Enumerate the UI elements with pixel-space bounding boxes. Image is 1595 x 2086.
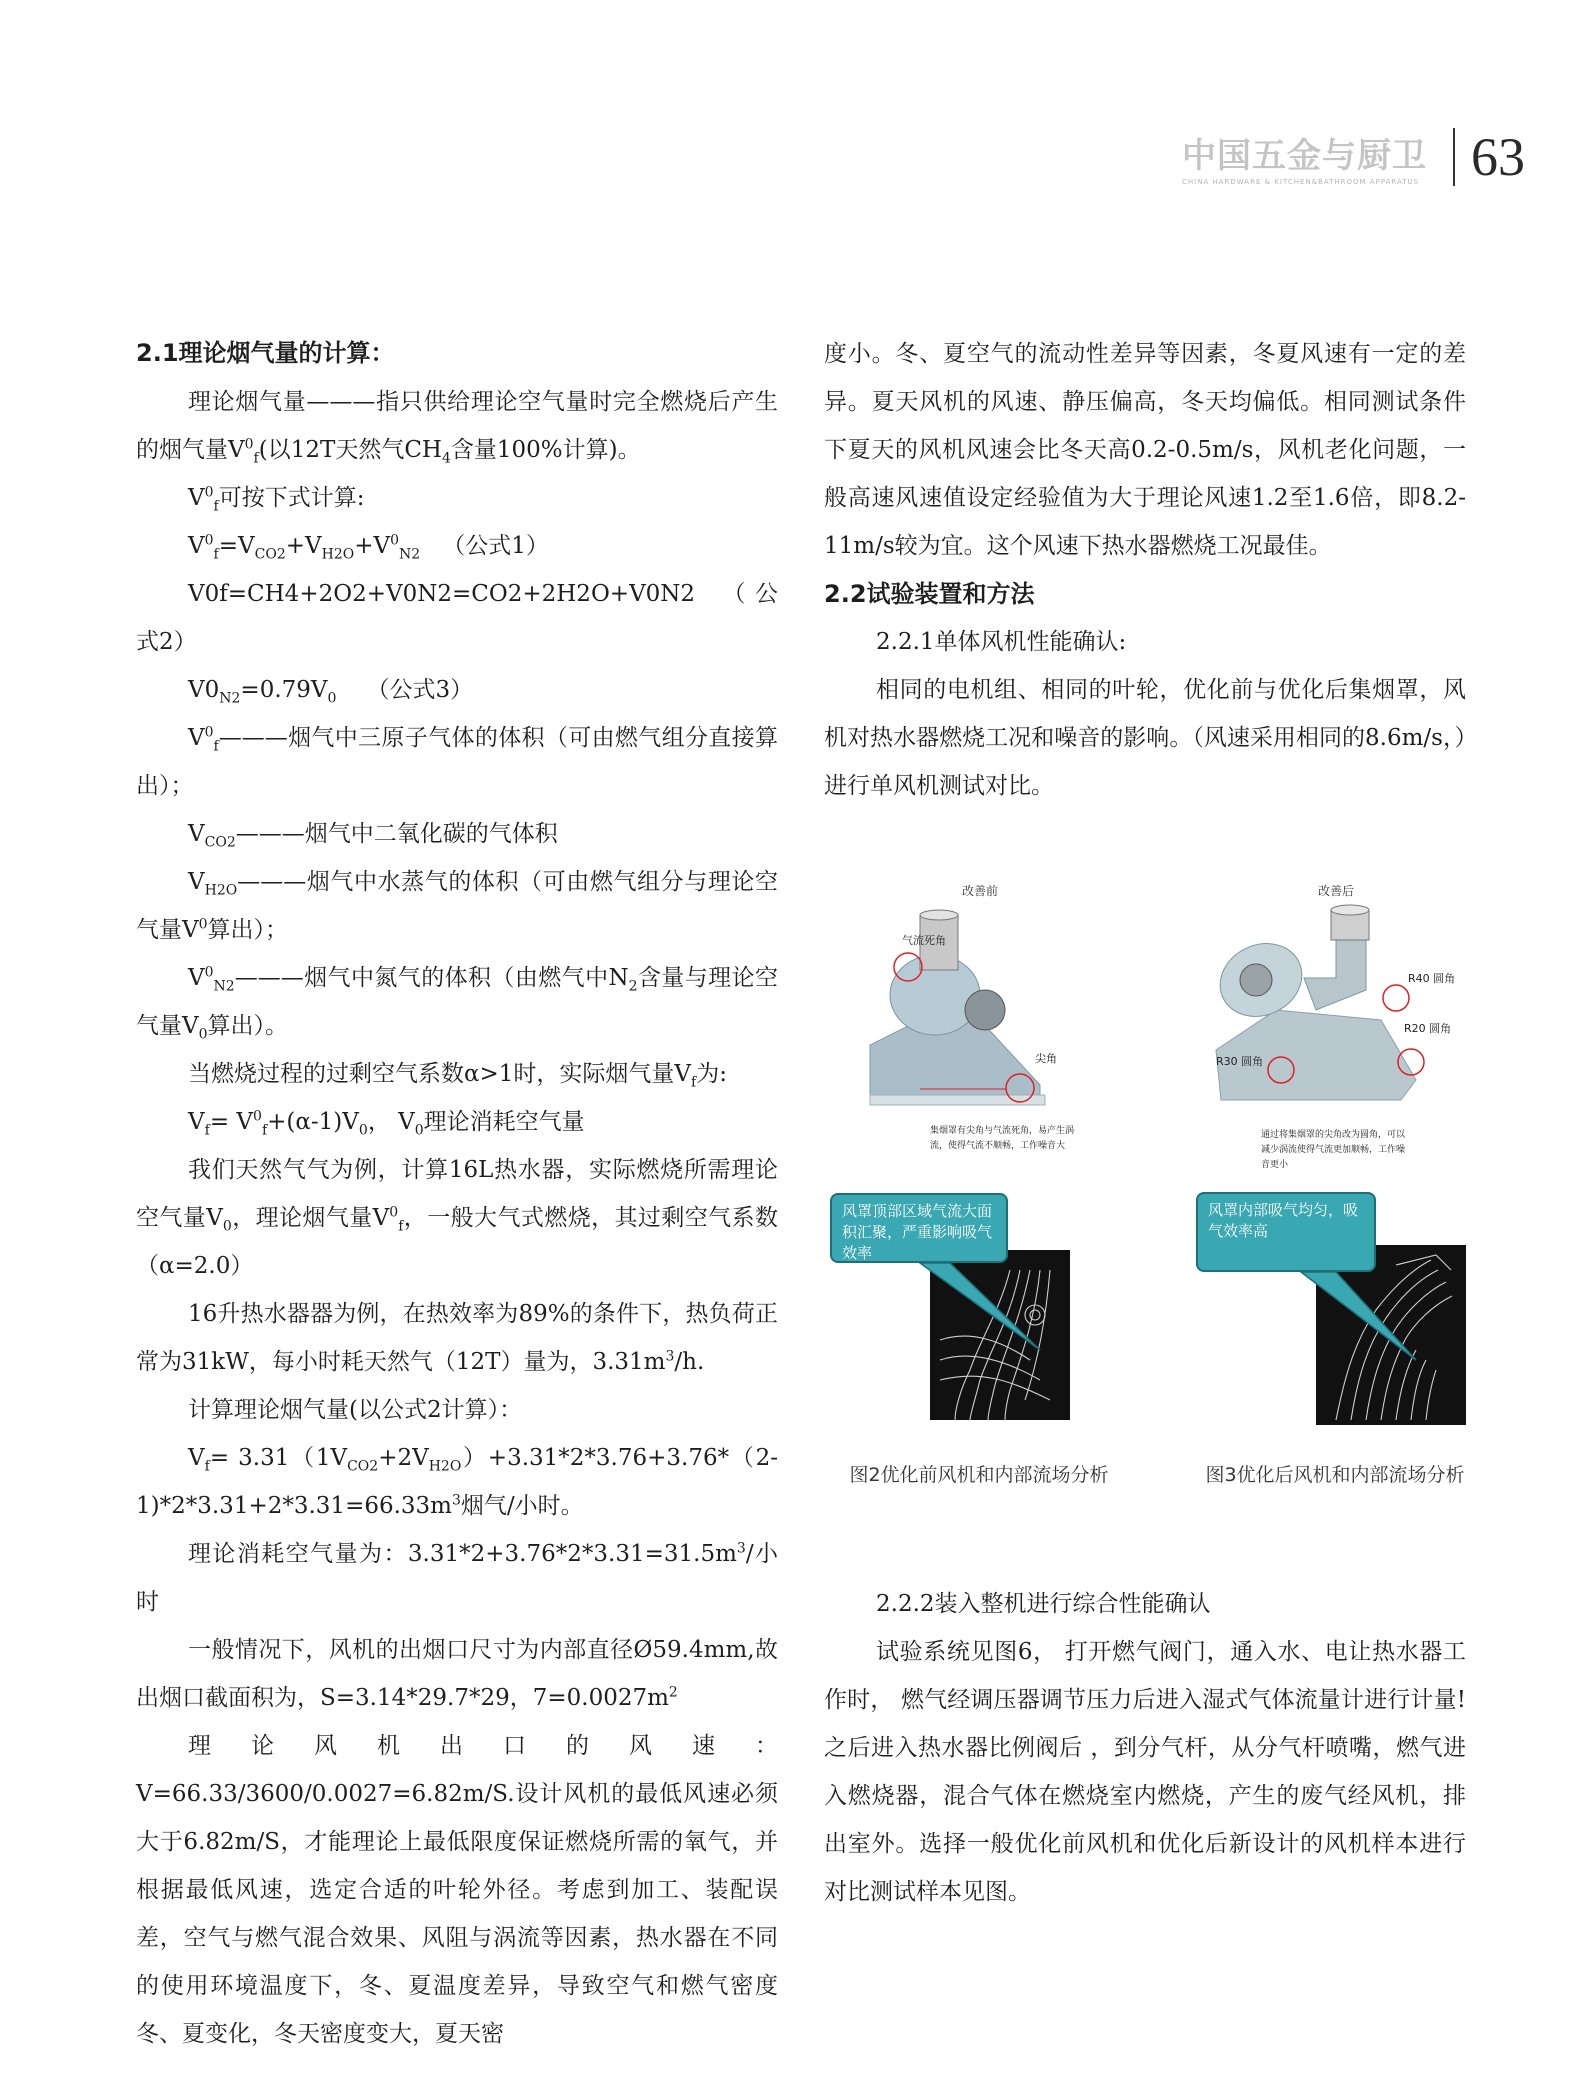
figure-2 [830, 870, 1130, 1450]
formula-calc-flue: $V_f= 3.31(1V_{CO2}+2V_{H2O})+3.31*2*3.76+3.76*(2-1)*2*3.31+2*3.31=66.33m^3$烟气/小时。 [136, 1445, 778, 1519]
figure-2-caption: 图2优化前风机和内部流场分析 [849, 1464, 1109, 1486]
callout-sharp-corner: 尖角 [1035, 1052, 1057, 1065]
paragraph-seasonal-variation: 度小。冬、夏空气的流动性差异等因素，冬夏风速有一定的差异。夏天风机的风速、静压偏高，冬天均偏低。相同测试条件下夏天的风机风速会比冬天高0.2-0.5m/s，风机老化问题，一般高速风速值设定经验值为大于理论风速1.2至1.6倍，即8.2-11m/s较为宜。这个风速下热水器燃烧工况最佳。 [824, 341, 1466, 559]
journal-logo [1182, 128, 1427, 186]
formula-2: V0f=CH4+2O2+V0N2=CO2+2H2O+V0N2 （公式2） [136, 581, 778, 655]
fan-before-illustration [830, 870, 1130, 1450]
paragraph-test-system: 试验系统见图6， 打开燃气阀门，通入水、电让热水器工作时， 燃气经调压器调节压力后进入湿式气体流量计进行计量! 之后进入热水器比例阀后 ，到分气杆，从分气杆喷嘴，燃气进入燃烧器，混合气体在燃烧室内燃烧，产生的废气经风机，排出室外。选择一般优化前风机和优化后新设计的风机样本进行对比测试样本见图。 [824, 1639, 1466, 1905]
paragraph-excess-air: 当燃烧过程的过剩空气系数α>1时，实际烟气量$V_f$为: [188, 1061, 727, 1091]
section-2-1-title: 2.1理论烟气量的计算： [136, 339, 395, 367]
right-column-bottom [824, 1580, 1466, 1916]
logo-text: 中国五金与厨卫 [1182, 136, 1427, 176]
formula-1: $V^0_f=V_{CO2}+V_{H2O}+V^0_{N2}$ （公式1） [188, 532, 549, 563]
paragraph-natural-gas-example: 我们天然气气为例，计算16L热水器，实际燃烧所需理论空气量$V_0$，理论烟气量$V^0_f$，一般大气式燃烧，其过剩空气系数（α=2.0） [136, 1157, 778, 1279]
fig3-bubble: 风罩内部吸气均匀，吸气效率高 [1196, 1192, 1376, 1272]
definition-vco2: $V_{CO2}———$烟气中二氧化碳的气体积 [188, 821, 558, 851]
figure-3 [1186, 870, 1486, 1450]
definition-v0f: $V^0_f———$烟气中三原子气体的体积（可由燃气组分直接算出）； [136, 724, 778, 799]
figure-3-caption: 图3优化后风机和内部流场分析 [1205, 1464, 1465, 1486]
paragraph-air-consumption: 理论消耗空气量为：$3.31*2+3.76*2*3.31=31.5m^3/$小时 [136, 1540, 778, 1615]
figure-area [824, 870, 1474, 1486]
paragraph-calc-intro: 计算理论烟气量(以公式2计算）： [188, 1397, 523, 1423]
subsection-2-2-2: 2.2.2装入整机进行综合性能确认 [876, 1591, 1211, 1617]
formula-actual-flue: $V_f= V^0_f+(\alpha-1)V_0$， $V_0$理论消耗空气量 [188, 1108, 585, 1139]
paragraph-formula-intro: $V^0_f$可按下式计算: [188, 484, 365, 515]
fig3-note: 通过将集烟罩的尖角改为圆角，可以减少涡流使得气流更加顺畅，工作噪音更小 [1261, 1130, 1406, 1170]
logo-subtext: CHINA HARDWARE & KITCHEN&BATHROOM APPARATUS [1182, 178, 1420, 186]
fig2-note: 集烟罩有尖角与气流死角，易产生涡流，使得气流不顺畅，工作噪音大 [930, 1126, 1075, 1151]
callout-r20: R20 圆角 [1404, 1022, 1452, 1035]
page-header [1182, 128, 1525, 186]
fig2-bubble: 风罩顶部区域气流大面积汇聚，严重影响吸气效率 [830, 1193, 1008, 1263]
definition-vh2o: $V_{H2O}———$烟气中水蒸气的体积（可由燃气组分与理论空气量$V^0$算出）； [136, 869, 778, 943]
paragraph-single-fan-test: 相同的电机组、相同的叶轮，优化前与优化后集烟罩，风机对热水器燃烧工况和噪音的影响。（风速采用相同的8.6m/s，）进行单风机测试对比。 [824, 677, 1466, 799]
paragraph-outlet-velocity: 理论风机出口的风速：V=66.33/3600/0.0027=6.82m/S.设计风机的最低风速必须大于6.82m/S，才能理论上最低限度保证燃烧所需的氧气，并根据最低风速，选定合适的叶轮外径。考虑到加工、装配误差，空气与燃气混合效果、风阻与涡流等因素，热水器在不同的使用环境温度下，冬、夏温度差异，导致空气和燃气密度冬、夏变化，冬天密度变大，夏天密 [136, 1733, 778, 2047]
paragraph-theory-flue-gas: 理论烟气量———指只供给理论空气量时完全燃烧后产生的烟气量$V^0_f$(以12T天然气$CH_4$含量100%计算)。 [136, 389, 778, 467]
formula-3: $V0_{N2}=0.79V_0$ （公式3） [188, 677, 474, 707]
page-number: 63 [1471, 127, 1525, 187]
fig3-label: 改善后 [1317, 884, 1354, 898]
fig2-label: 改善前 [961, 884, 998, 898]
paragraph-outlet-area: 一般情况下，风机的出烟口尺寸为内部直径Ø59.4mm,故出烟口截面积为，S=3.14*29.7*29，$7=0.0027m^2$ [136, 1637, 778, 1711]
subsection-2-2-1: 2.2.1单体风机性能确认: [876, 629, 1127, 655]
header-divider [1453, 128, 1455, 186]
paragraph-16l-heater: 16升热水器器为例，在热效率为89%的条件下，热负荷正常为31kW，每小时耗天然气（12T）量为，$3.31m^3/h$. [136, 1301, 778, 1375]
callout-r40: R40 圆角 [1408, 972, 1456, 985]
right-column-top [824, 330, 1466, 810]
left-column [136, 330, 778, 2058]
section-2-2-title: 2.2试验装置和方法 [824, 580, 1035, 608]
callout-dead-zone: 气流死角 [902, 934, 946, 947]
definition-vn2: $V^0_{N2}———$烟气中氮气的体积（由燃气中$N_2$含量与理论空气量$V_0$算出）。 [136, 964, 779, 1043]
callout-r30: R30 圆角 [1216, 1055, 1264, 1068]
